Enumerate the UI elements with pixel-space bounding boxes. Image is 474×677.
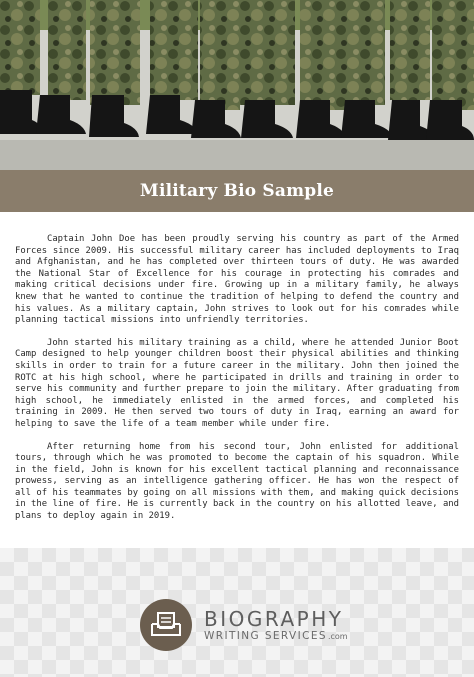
brand-logo[interactable]: [140, 598, 348, 652]
page-title: Military Bio Sample: [139, 181, 335, 201]
bio-paragraph: After returning home from his second tour, John enlisted for additional tours, through which he was promoted to become the captain of his squadron. While in the field, John is known for his excellent tactical planning and reconnaissance prowess, serving as an intelligence gathering officer. He has won the respect of all of his teammates by going on all missions with them, and making quick decisions in the line of fire. He is currently back in the country on his allotted leave, and plans to deploy again in 2019.: [15, 441, 459, 522]
bio-paragraph: John started his military training as a child, where he attended Junior Boot Camp designed to help younger children boost their physical abilities and thinking skills in order to train for a future career in the military. John then joined the ROTC at his high school, where he participated in drills and training in order to serve his community and further prepare to join the military. After graduating from high school, he immediately enlisted in the armed forces, and completed his training in 2009. He then served two tours of duty in Iraq, earning an award for helping to save the life of a team member while under fire.: [15, 337, 459, 429]
document-tray-icon: [140, 599, 192, 651]
soldiers-illustration: [0, 0, 474, 170]
bio-content: [15, 234, 459, 534]
logo-domain: .com: [327, 632, 348, 641]
logo-subtitle: WRITING SERVICES: [204, 630, 327, 642]
soldiers-photo: [0, 0, 474, 170]
title-banner: [0, 170, 474, 212]
bio-paragraph: Captain John Doe has been proudly serving his country as part of the Armed Forces since 2009. His successful military career has included deployments to Iraq and Afghanistan, and he has completed over thirteen tours of duty. He was awarded the National Star of Excellence for his courage in protecting his comrades and making critical decisions under fire. Growing up in a military family, he always knew that he wanted to continue the tradition of helping to defend the country and his values. As a military captain, John strives to look out for his comrades while planning tactical missions into unfriendly territories.: [15, 234, 459, 326]
logo-title: BIOGRAPHY: [204, 607, 344, 631]
